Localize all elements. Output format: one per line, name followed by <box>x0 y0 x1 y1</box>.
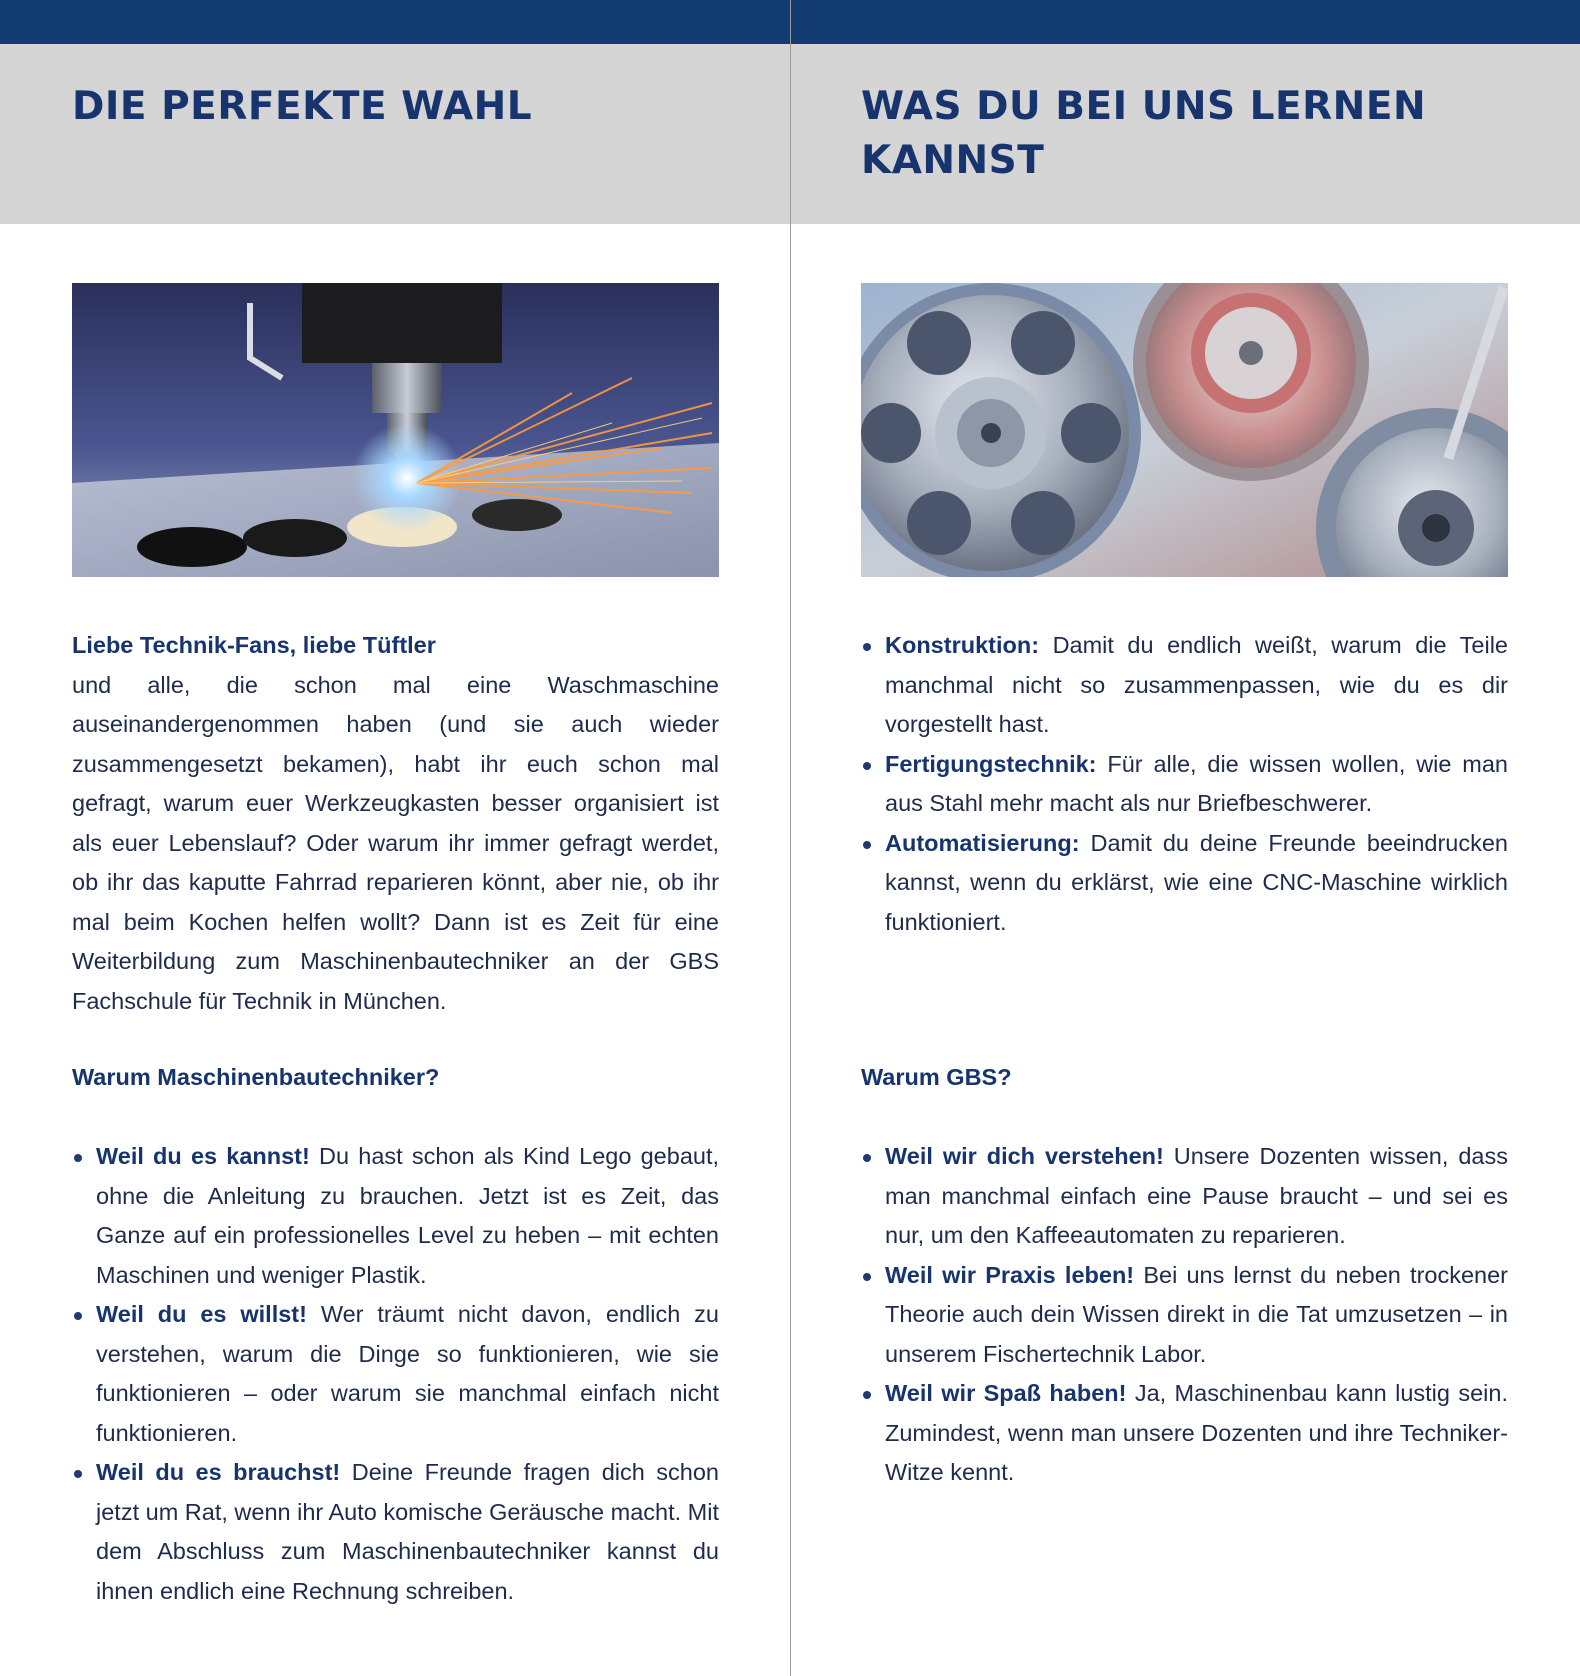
intro-text: und alle, die schon mal eine Waschmaschine auseinandergenommen haben (und sie auch wieder zusammengesetzt bekamen), habt ihr euch schon mal gefragt, warum euer Werkzeugkasten besser organisiert ist als euer Lebenslauf? Oder warum ihr immer gefragt werdet, ob ihr das kaputte Fahrrad reparieren könnt, aber nie, ob ihr mal beim Kochen helfen wollt? Dann ist es Zeit für eine Weiterbildung zum Maschinenbautechniker an der GBS Fachschule für Technik in München. <box>72 671 719 1014</box>
topic-keyword: Fertigungstechnik: <box>885 750 1097 777</box>
right-heading: WAS DU BEI UNS LERNEN KANNST <box>861 84 1427 183</box>
list-item <box>861 1374 1508 1493</box>
topic-text: Damit du endlich weißt, warum die Teile manchmal nicht so zusammenpassen, wie du es dir vorgestellt hast. <box>885 632 1509 737</box>
list-item <box>861 626 1508 745</box>
intro-block <box>72 626 719 1021</box>
list-item <box>861 1137 1508 1256</box>
topics-list <box>861 626 1508 942</box>
right-column <box>861 0 1508 1676</box>
reason-keyword: Weil du es brauchst! <box>96 1459 341 1485</box>
laser-cutting-illustration <box>72 283 719 577</box>
reason-text: Ja, Maschinenbau kann lustig sein. Zumindest, wenn man unsere Dozenten und ihre Techniker-Witze kennt. <box>885 1380 1508 1485</box>
intro-title: Liebe Technik-Fans, liebe Tüftler <box>72 632 436 658</box>
list-item <box>72 1137 719 1295</box>
reason-keyword: Weil wir Praxis leben! <box>885 1261 1135 1288</box>
reason-keyword: Weil wir Spaß haben! <box>885 1380 1127 1406</box>
topic-text: Damit du deine Freunde beeindrucken kannst, wenn du erklärst, wie eine CNC-Maschine wirklich funktioniert. <box>885 829 1508 935</box>
reason-keyword: Weil wir dich verstehen! <box>885 1143 1164 1169</box>
left-reasons-block <box>72 1137 719 1611</box>
list-item <box>861 824 1508 943</box>
laser-cutting-photo <box>72 283 719 577</box>
reason-text: Bei uns lernst du neben trockener Theorie auch dein Wissen direkt in die Tat umzusetzen – in unserem Fischertechnik Labor. <box>885 1261 1508 1367</box>
why-gbs-title: Warum GBS? <box>861 1064 1012 1090</box>
list-item <box>861 1256 1508 1375</box>
reason-text: Unsere Dozenten wissen, dass man manchmal einfach eine Pause braucht – und sei es nur, um den Kaffeeautomaten zu reparieren. <box>885 1143 1508 1248</box>
list-item <box>861 745 1508 824</box>
left-heading: DIE PERFEKTE WAHL <box>72 84 533 129</box>
topic-keyword: Automatisierung: <box>885 829 1080 856</box>
reason-text: Wer träumt nicht davon, endlich zu verstehen, warum die Dinge so funktionieren, wie sie funktionieren – oder warum sie manchmal einfach nicht funktionieren. <box>96 1301 719 1446</box>
right-reasons-list <box>861 1137 1508 1493</box>
reason-text: Du hast schon als Kind Lego gebaut, ohne die Anleitung zu brauchen. Jetzt ist es Zeit, das Ganze auf ein professionelles Level zu heben – mit echten Maschinen und weniger Plastik. <box>96 1143 720 1288</box>
gears-illustration <box>861 283 1508 577</box>
left-reasons-list <box>72 1137 719 1611</box>
left-column <box>72 0 719 1676</box>
list-item <box>72 1295 719 1453</box>
list-item <box>72 1453 719 1611</box>
gears-photo <box>861 283 1508 577</box>
column-divider <box>790 0 791 1676</box>
reason-keyword: Weil du es willst! <box>96 1301 307 1327</box>
topics-block <box>861 626 1508 942</box>
reason-keyword: Weil du es kannst! <box>96 1143 310 1169</box>
topic-text: Für alle, die wissen wollen, wie man aus Stahl mehr macht als nur Briefbeschwerer. <box>885 750 1509 816</box>
right-reasons-block <box>861 1137 1508 1493</box>
why-mechanical-title: Warum Maschinenbautechniker? <box>72 1064 440 1090</box>
topic-keyword: Konstruktion: <box>885 632 1040 658</box>
reason-text: Deine Freunde fragen dich schon jetzt um Rat, wenn ihr Auto komische Geräusche macht. Mit dem Abschluss zum Maschinenbautechniker kannst du ihnen endlich eine Rechnung schreiben. <box>96 1459 720 1604</box>
